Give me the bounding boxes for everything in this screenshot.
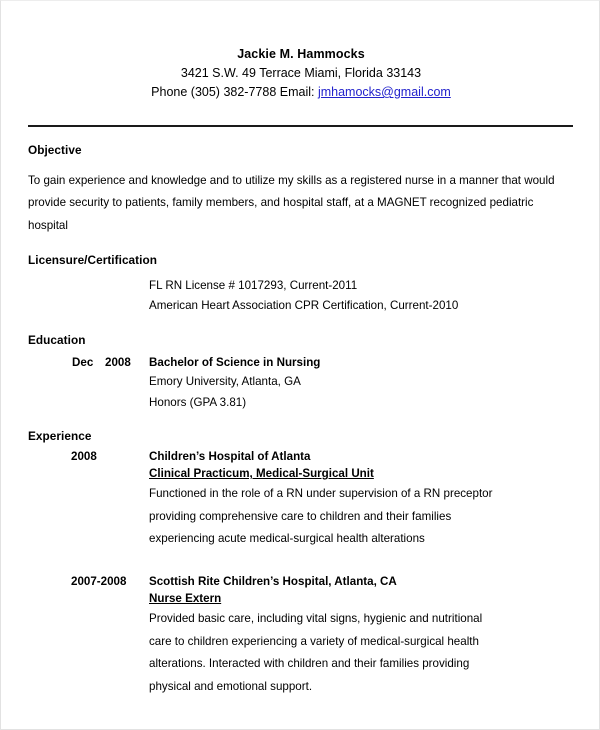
licensure-item-text: FL RN License # 1017293, Current-2011 <box>149 278 358 292</box>
resume-sheet <box>1 1 599 729</box>
education-entry-details <box>149 356 574 413</box>
experience-role: Nurse Extern <box>149 592 222 606</box>
section-title-education: Education <box>28 333 86 347</box>
experience-description: Functioned in the role of a RN under supervision of a RN preceptor providing comprehensive care to children and their families experiencing acute medical-surgical health alterations <box>149 487 493 546</box>
experience-organization: Scottish Rite Children’s Hospital, Atlanta, CA <box>149 575 397 589</box>
section-title-experience: Experience <box>28 429 92 444</box>
education-entry-month: Dec <box>72 356 94 369</box>
header-divider <box>28 125 573 127</box>
licensure-item <box>28 276 574 297</box>
education-school-block <box>149 372 574 413</box>
licensure-item-text: American Heart Association CPR Certification, Current-2010 <box>149 299 459 313</box>
applicant-name: Jackie M. Hammocks <box>237 47 365 61</box>
education-honors: Honors (GPA 3.81) <box>149 395 247 409</box>
section-experience <box>28 429 574 698</box>
experience-entry-years: 2007-2008 <box>71 575 127 589</box>
experience-entry-details <box>149 450 574 551</box>
applicant-contact <box>28 83 574 102</box>
experience-role: Clinical Practicum, Medical-Surgical Unit <box>149 467 374 481</box>
education-school: Emory University, Atlanta, GA <box>149 375 301 388</box>
experience-description: Provided basic care, including vital signs, hygienic and nutritional care to children experiencing a variety of medical-surgical health alterations. Interacted with children and their families providing physical and emotional support. <box>149 612 483 693</box>
section-title-licensure: Licensure/Certification <box>28 252 157 267</box>
experience-entry <box>28 450 574 551</box>
education-entry <box>28 356 574 413</box>
phone-and-email-label: Phone (305) 382-7788 Email: <box>151 85 318 99</box>
experience-entry-years: 2008 <box>71 450 97 464</box>
education-entry-year: 2008 <box>105 356 131 369</box>
experience-organization: Children’s Hospital of Atlanta <box>149 450 311 464</box>
section-licensure <box>28 253 574 317</box>
education-degree: Bachelor of Science in Nursing <box>149 356 321 369</box>
applicant-address: 3421 S.W. 49 Terrace Miami, Florida 33143 <box>180 66 422 80</box>
section-title-objective: Objective <box>28 143 82 157</box>
experience-entry-details <box>149 575 574 698</box>
email-link[interactable]: jmhamocks@gmail.com <box>317 85 451 99</box>
licensure-item <box>28 296 574 317</box>
section-education <box>28 333 574 413</box>
objective-body-text: To gain experience and knowledge and to utilize my skills as a registered nurse in a manner that would provide security to patients, family members, and hospital staff, at a MAGNET recognized pediatric hospital <box>28 174 555 232</box>
section-objective <box>28 143 574 237</box>
licensure-list <box>28 276 574 317</box>
resume-header <box>28 45 574 102</box>
experience-entry <box>28 575 574 698</box>
